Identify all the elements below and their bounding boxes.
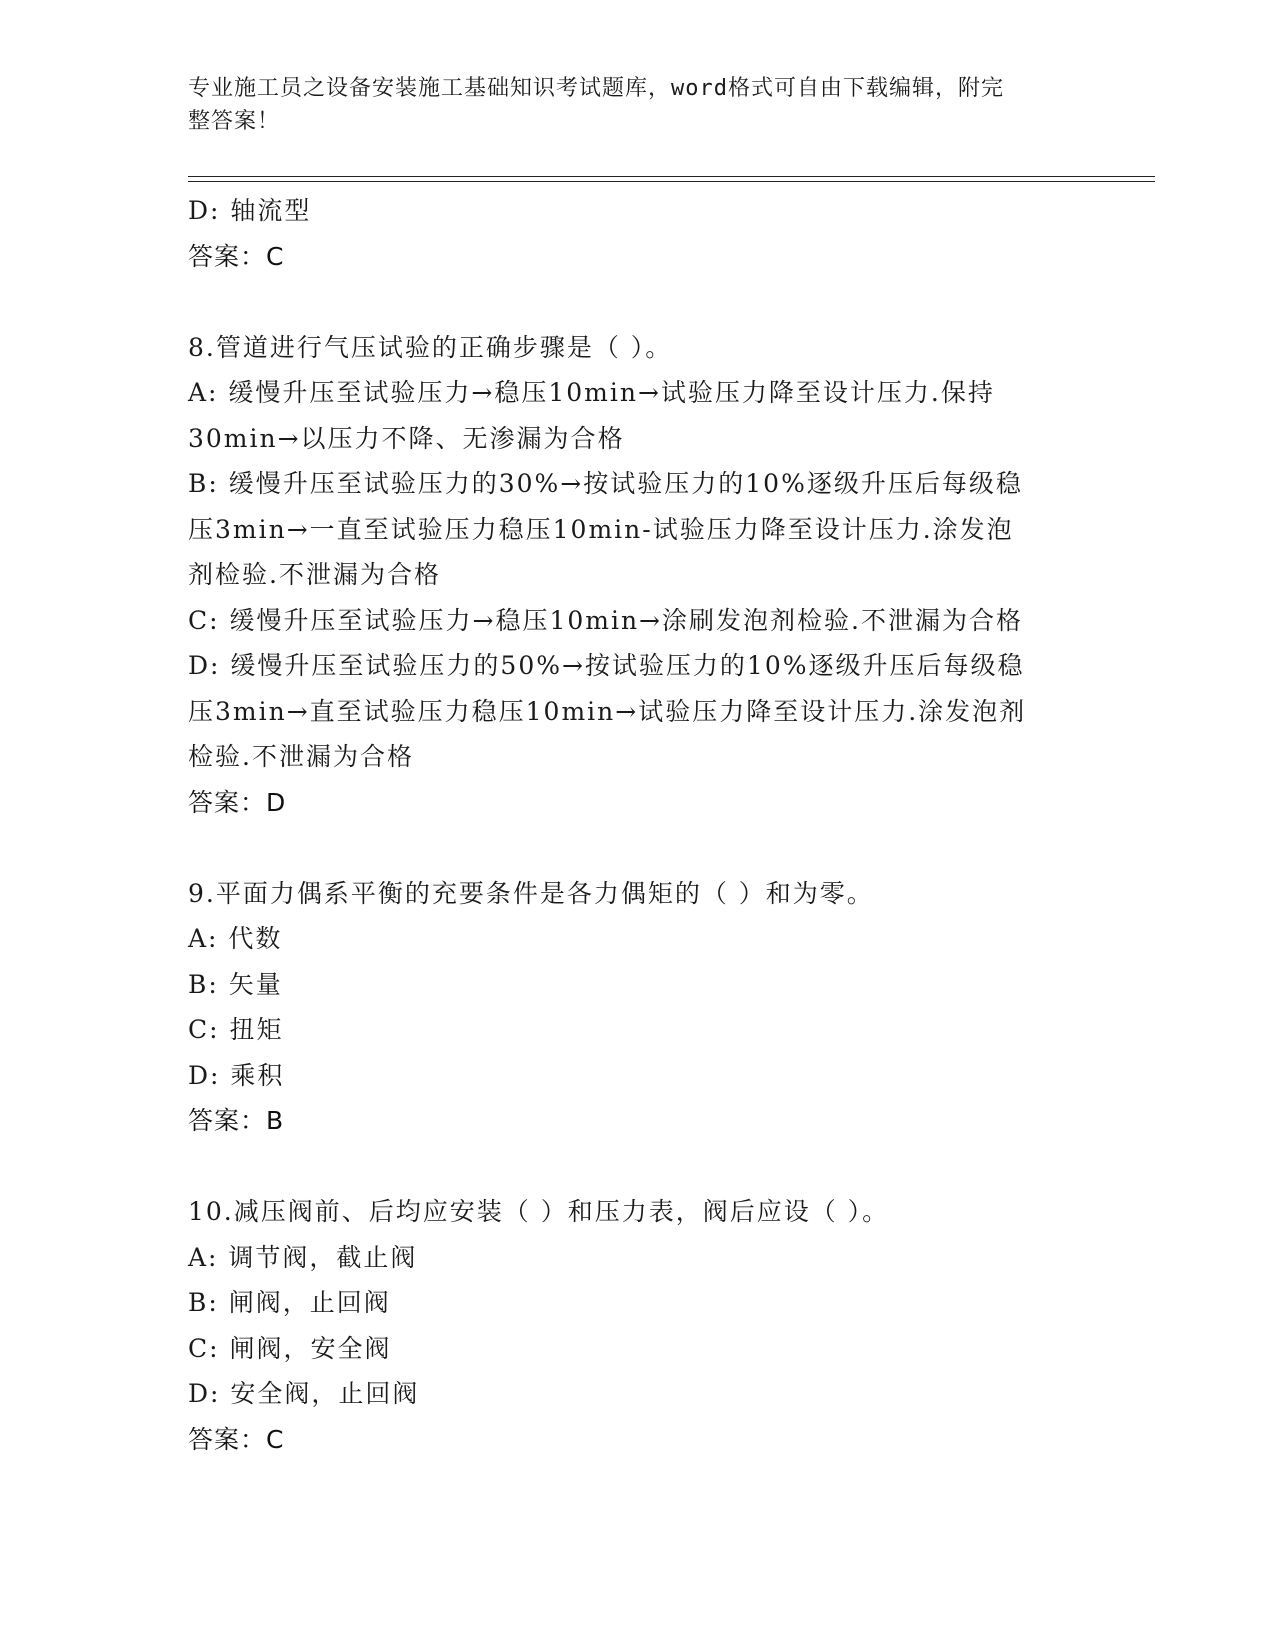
option-d-continued: 检验.不泄漏为合格 bbox=[188, 742, 414, 771]
header-divider-bottom bbox=[188, 181, 1155, 182]
spacer bbox=[188, 825, 1088, 871]
option-b: B: 缓慢升压至试验压力的30%→按试验压力的10%逐级升压后每级稳 bbox=[188, 469, 1023, 498]
option-c: C: 闸阀，安全阀 bbox=[188, 1333, 392, 1363]
option-c: C: 缓慢升压至试验压力→稳压10min→涂刷发泡剂检验.不泄漏为合格 bbox=[188, 605, 1023, 635]
question-10 bbox=[188, 1189, 1088, 1462]
spacer bbox=[188, 1144, 1088, 1190]
option-b-continued: 剂检验.不泄漏为合格 bbox=[188, 560, 441, 589]
option-d: D: 缓慢升压至试验压力的50%→按试验压力的10%逐级升压后每级稳 bbox=[188, 651, 1025, 680]
question-stem: 9.平面力偶系平衡的充要条件是各力偶矩的（ ）和为零。 bbox=[188, 878, 874, 908]
option-b-continued: 压3min→一直至试验压力稳压10min-试验压力降至设计压力.涂发泡 bbox=[188, 514, 1014, 544]
page-header bbox=[188, 72, 1068, 138]
header-divider-top bbox=[188, 176, 1155, 177]
question-8 bbox=[188, 325, 1088, 826]
option-a: A: 调节阀，截止阀 bbox=[188, 1242, 418, 1272]
header-title-line-1: 专业施工员之设备安装施工基础知识考试题库，word格式可自由下载编辑，附完 bbox=[188, 76, 1004, 101]
answer-line: 答案：B bbox=[188, 1106, 285, 1135]
option-b: B: 闸阀，止回阀 bbox=[188, 1288, 391, 1317]
question-stem: 10.减压阀前、后均应安装（ ）和压力表，阀后应设（ ）。 bbox=[188, 1197, 890, 1226]
option-b: B: 矢量 bbox=[188, 969, 283, 999]
option-a: A: 缓慢升压至试验压力→稳压10min→试验压力降至设计压力.保持 bbox=[188, 378, 995, 407]
option-d-continued: 压3min→直至试验压力稳压10min→试验压力降至设计压力.涂发泡剂 bbox=[188, 696, 1027, 726]
spacer bbox=[188, 279, 1088, 325]
option-d: D: 乘积 bbox=[188, 1060, 285, 1090]
answer-line: 答案：C bbox=[188, 1424, 285, 1454]
question-stem: 8.管道进行气压试验的正确步骤是（ ）。 bbox=[188, 332, 673, 362]
option-a-continued: 30min→以压力不降、无渗漏为合格 bbox=[188, 423, 625, 453]
answer-line: 答案：D bbox=[188, 787, 287, 817]
question-content bbox=[188, 188, 1088, 1462]
option-d: D: 安全阀，止回阀 bbox=[188, 1379, 420, 1408]
option-c: C: 扭矩 bbox=[188, 1015, 284, 1044]
question-7-tail bbox=[188, 188, 1088, 279]
question-9 bbox=[188, 871, 1088, 1144]
header-title-line-2: 整答案！ bbox=[188, 109, 281, 134]
option-d: D: 轴流型 bbox=[188, 196, 312, 225]
answer-line: 答案：C bbox=[188, 241, 285, 271]
option-a: A: 代数 bbox=[188, 924, 283, 953]
